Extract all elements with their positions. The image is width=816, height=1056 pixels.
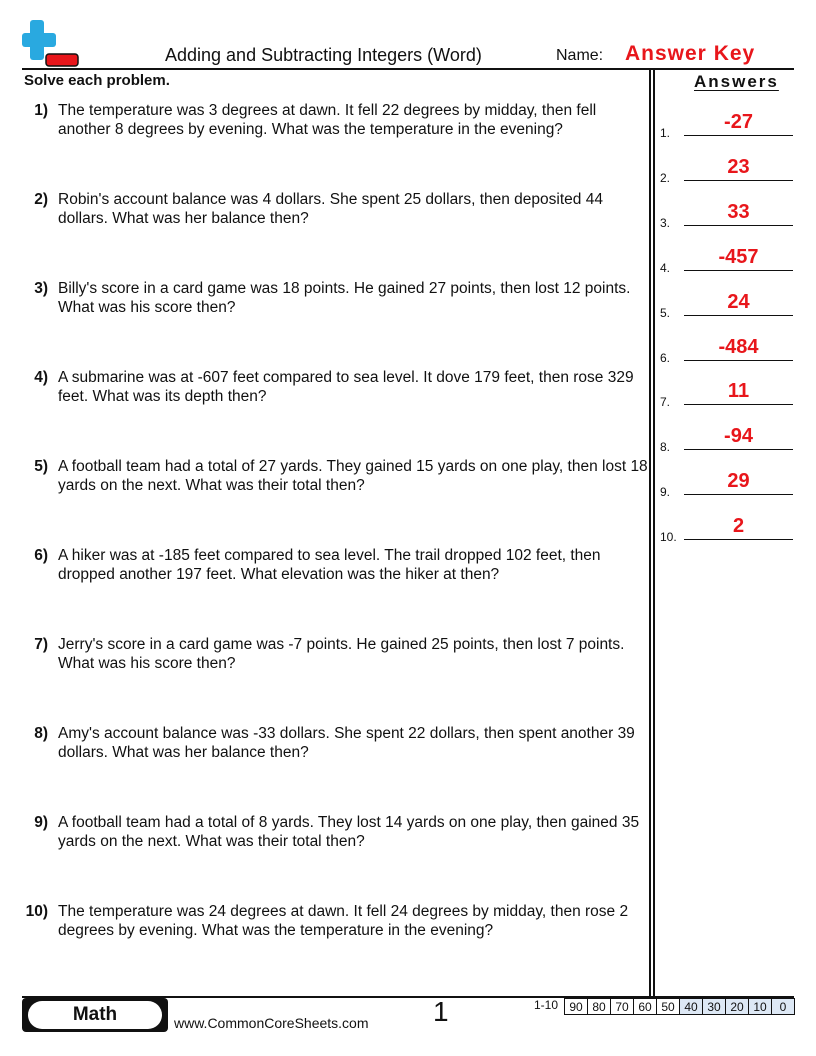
answer-line	[684, 494, 793, 495]
score-cell: 10	[749, 999, 772, 1015]
answer-value: -484	[718, 336, 759, 358]
problem-text: A submarine was at -607 feet compared to sea level. It dove 179 feet, then rose 329 feet. What was its depth then?	[58, 369, 634, 405]
score-table	[564, 998, 795, 1015]
score-cell: 80	[588, 999, 611, 1015]
answer-value: 24	[727, 291, 750, 313]
answer-line	[684, 225, 793, 226]
instructions: Solve each problem.	[24, 72, 170, 89]
answer-number: 8.	[660, 440, 671, 454]
answer-value: -27	[724, 111, 753, 133]
problem-text: Billy's score in a card game was 18 points. He gained 27 points, then lost 12 points. What was his score then?	[58, 280, 631, 316]
problem-text: The temperature was 3 degrees at dawn. It fell 22 degrees by midday, then fell another 8 degrees by evening. What was the temperature in the evening?	[58, 102, 597, 138]
subject-label: Math	[28, 1001, 162, 1029]
answer-number: 4.	[660, 261, 671, 275]
column-divider	[653, 70, 655, 997]
answer-value: 23	[727, 156, 750, 178]
page-number: 1	[433, 996, 449, 1027]
problem-number: 9)	[34, 814, 48, 831]
problem-number: 10)	[25, 903, 48, 920]
answer-value: -94	[724, 425, 753, 447]
score-cell: 50	[657, 999, 680, 1015]
answer-line	[684, 449, 793, 450]
score-cell: 0	[772, 999, 795, 1015]
problem-number: 4)	[34, 369, 48, 386]
score-cell: 30	[703, 999, 726, 1015]
answer-7	[660, 381, 793, 409]
answers-heading: Answers	[694, 72, 779, 91]
answer-8	[660, 426, 793, 454]
answer-number: 2.	[660, 171, 671, 185]
answer-value: -457	[718, 246, 759, 268]
answer-2	[660, 157, 793, 185]
answer-number: 10.	[660, 530, 677, 544]
problem-text: Amy's account balance was -33 dollars. She spent 22 dollars, then spent another 39 dollars. What was her balance then?	[58, 725, 635, 761]
answer-9	[660, 471, 793, 499]
answer-number: 5.	[660, 306, 671, 320]
answer-number: 6.	[660, 351, 671, 365]
answer-line	[684, 270, 793, 271]
score-cell: 70	[611, 999, 634, 1015]
score-range-label: 1-10	[534, 998, 559, 1012]
answer-line	[684, 539, 793, 540]
problem-text: A hiker was at -185 feet compared to sea level. The trail dropped 102 feet, then dropped another 197 feet. What elevation was the hiker at then?	[58, 547, 601, 583]
answer-line	[684, 180, 793, 181]
worksheet-title: Adding and Subtracting Integers (Word)	[165, 45, 482, 65]
answer-line	[684, 315, 793, 316]
answer-value: 11	[727, 380, 750, 402]
problem-number: 6)	[34, 547, 48, 564]
problem-number: 7)	[34, 636, 48, 653]
answer-1	[660, 112, 793, 140]
answer-line	[684, 404, 793, 405]
answer-value: 29	[727, 470, 750, 492]
site-url: www.CommonCoreSheets.com	[174, 1015, 369, 1031]
answer-key-label: Answer Key	[625, 42, 756, 65]
problem-number: 8)	[34, 725, 48, 742]
problem-number: 2)	[34, 191, 48, 208]
answer-number: 3.	[660, 216, 671, 230]
problem-text: Robin's account balance was 4 dollars. She spent 25 dollars, then deposited 44 dollars. What was her balance then?	[58, 191, 603, 227]
header-divider	[22, 68, 794, 70]
problem-text: A football team had a total of 8 yards. They lost 14 yards on one play, then gained 35 yards on the next. What was their total then?	[58, 814, 640, 850]
score-cell: 60	[634, 999, 657, 1015]
answer-number: 1.	[660, 126, 671, 140]
answer-10	[660, 516, 793, 544]
answer-number: 7.	[660, 395, 671, 409]
answer-5	[660, 292, 793, 320]
answer-4	[660, 247, 793, 275]
plus-minus-logo-icon	[22, 20, 80, 70]
score-cell: 20	[726, 999, 749, 1015]
name-label: Name:	[556, 47, 604, 64]
score-cell: 40	[680, 999, 703, 1015]
answer-number: 9.	[660, 485, 671, 499]
problem-text: The temperature was 24 degrees at dawn. It fell 24 degrees by midday, then rose 2 degrees by evening. What was the temperature in the evening?	[58, 903, 629, 939]
answer-line	[684, 135, 793, 136]
problem-text: A football team had a total of 27 yards. They gained 15 yards on one play, then lost 18 yards on the next. What was their total then?	[58, 458, 648, 494]
answer-line	[684, 360, 793, 361]
answer-value: 2	[732, 515, 745, 537]
problem-number: 3)	[34, 280, 48, 297]
answer-6	[660, 337, 793, 365]
answer-value: 33	[727, 201, 750, 223]
answer-3	[660, 202, 793, 230]
problem-text: Jerry's score in a card game was -7 points. He gained 25 points, then lost 7 points. What was his score then?	[58, 636, 625, 672]
score-cell: 90	[565, 999, 588, 1015]
problem-number: 1)	[34, 102, 48, 119]
problem-number: 5)	[34, 458, 48, 475]
column-divider	[649, 70, 651, 997]
